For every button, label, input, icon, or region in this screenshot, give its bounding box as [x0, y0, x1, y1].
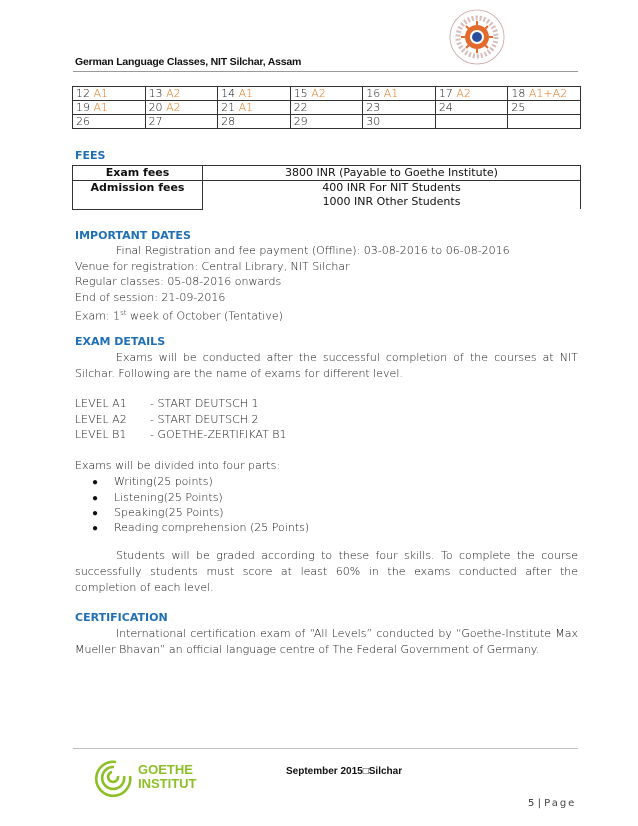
calendar-level-badge: A2 [311, 87, 326, 100]
calendar-level-badge: A2 [166, 101, 181, 114]
calendar-cell [435, 101, 508, 115]
calendar-day: 14 [221, 87, 236, 100]
table-row [73, 87, 581, 101]
venue-text: Venue for registration: Central Library, NIT Silchar [75, 260, 350, 273]
list-item: ● Listening(25 Points) [92, 491, 223, 504]
calendar-cell [73, 115, 146, 129]
table-row [73, 181, 581, 210]
calendar-cell [290, 101, 363, 115]
level-b1-row: LEVEL B1 - GOETHE-ZERTIFIKAT B1 [75, 428, 287, 441]
page-number: 5 | Page [528, 798, 577, 809]
exam-date-text: Exam: 1st week of October (Tentative) [75, 309, 283, 323]
footer-date-location: September 2015□Silchar [286, 766, 403, 777]
svg-text:INSTITUT: INSTITUT [138, 776, 197, 791]
calendar-cell [363, 101, 436, 115]
certification-text: International certification exam of “All Levels” conducted by “Goethe-Institute Max Mueller Bhavan” an official language centre of The Federal Government of Germany. [75, 627, 578, 656]
calendar-day: 18 [511, 87, 526, 100]
calendar-day: 15 [293, 87, 308, 100]
list-item: ● Reading comprehension (25 Points) [92, 521, 310, 534]
calendar-cell [435, 115, 508, 129]
grading-text: Students will be graded according to these four skills. To complete the course successfully students must score at least 60% in the exams conducted after the completion of each level. [75, 549, 578, 594]
parts-intro-text: Exams will be divided into four parts: [75, 459, 281, 472]
calendar-day: 24 [438, 101, 453, 114]
fees-heading: FEES [75, 149, 106, 162]
calendar-level-badge: A1 [93, 87, 109, 100]
calendar-day: 16 [366, 87, 381, 100]
regular-classes-text: Regular classes: 05-08-2016 onwards [75, 275, 282, 288]
calendar-cell [363, 87, 436, 101]
header-divider [73, 71, 578, 72]
calendar-day: 21 [221, 101, 236, 114]
admission-fees-label: Admission fees [73, 181, 203, 210]
level-a1-row: LEVEL A1 - START DEUTSCH 1 [75, 397, 259, 410]
calendar-day: 25 [511, 101, 526, 114]
calendar-day: 27 [148, 115, 163, 128]
calendar-cell [73, 87, 146, 101]
important-dates-heading: IMPORTANT DATES [75, 229, 191, 242]
calendar-cell [290, 115, 363, 129]
calendar-cell [508, 115, 581, 129]
calendar-cell [145, 87, 218, 101]
calendar-cell [73, 101, 146, 115]
calendar-level-badge: A1 [238, 101, 254, 114]
certification-heading: CERTIFICATION [75, 611, 168, 624]
calendar-cell [218, 87, 291, 101]
class-calendar-table [72, 86, 581, 129]
level-a2-row: LEVEL A2 - START DEUTSCH 2 [75, 413, 259, 426]
goethe-institut-logo [90, 752, 230, 800]
table-row [73, 166, 581, 181]
calendar-cell [145, 101, 218, 115]
calendar-day: 17 [438, 87, 453, 100]
calendar-cell [218, 101, 291, 115]
calendar-cell [290, 87, 363, 101]
calendar-cell [435, 87, 508, 101]
footer-divider [73, 748, 578, 749]
table-row [73, 115, 581, 129]
calendar-cell [508, 101, 581, 115]
calendar-day: 20 [148, 101, 163, 114]
list-item: ● Speaking(25 Points) [92, 506, 224, 519]
calendar-day: 28 [221, 115, 236, 128]
table-row [73, 101, 581, 115]
calendar-day: 26 [76, 115, 90, 128]
calendar-level-badge: A1 [238, 87, 254, 100]
calendar-day: 30 [366, 115, 381, 128]
calendar-cell [218, 115, 291, 129]
institute-seal-icon [432, 8, 522, 66]
calendar-day: 23 [366, 101, 381, 114]
calendar-day: 22 [293, 101, 308, 114]
admission-fees-value [203, 181, 581, 210]
list-item: ● Writing(25 points) [92, 475, 213, 488]
calendar-level-badge: A1+A2 [528, 87, 568, 100]
calendar-level-badge: A2 [456, 87, 471, 100]
exam-details-intro: Exams will be conducted after the successful completion of the courses at NIT Silchar. Following are the name of exams for different level. [75, 351, 578, 380]
final-registration-text: Final Registration and fee payment (Offline): 03-08-2016 to 06-08-2016 [116, 244, 510, 257]
calendar-cell [145, 115, 218, 129]
calendar-day: 13 [148, 87, 163, 100]
calendar-level-badge: A1 [93, 101, 109, 114]
exam-fees-label: Exam fees [73, 166, 203, 181]
exam-fees-value: 3800 INR (Payable to Goethe Institute) [203, 166, 581, 181]
svg-text:GOETHE: GOETHE [138, 762, 193, 777]
calendar-level-badge: A1 [383, 87, 399, 100]
end-of-session-text: End of session: 21-09-2016 [75, 291, 226, 304]
page-header-title: German Language Classes, NIT Silchar, Assam [75, 56, 302, 68]
admission-fee-nit: 400 INR For NIT Students [322, 181, 461, 194]
calendar-level-badge: A2 [166, 87, 181, 100]
calendar-cell [508, 87, 581, 101]
exam-details-heading: EXAM DETAILS [75, 335, 166, 348]
calendar-day: 19 [76, 101, 90, 114]
calendar-day: 29 [293, 115, 308, 128]
admission-fee-other: 1000 INR Other Students [322, 195, 461, 208]
calendar-day: 12 [76, 87, 90, 100]
calendar-cell [363, 115, 436, 129]
fees-table [72, 165, 581, 210]
